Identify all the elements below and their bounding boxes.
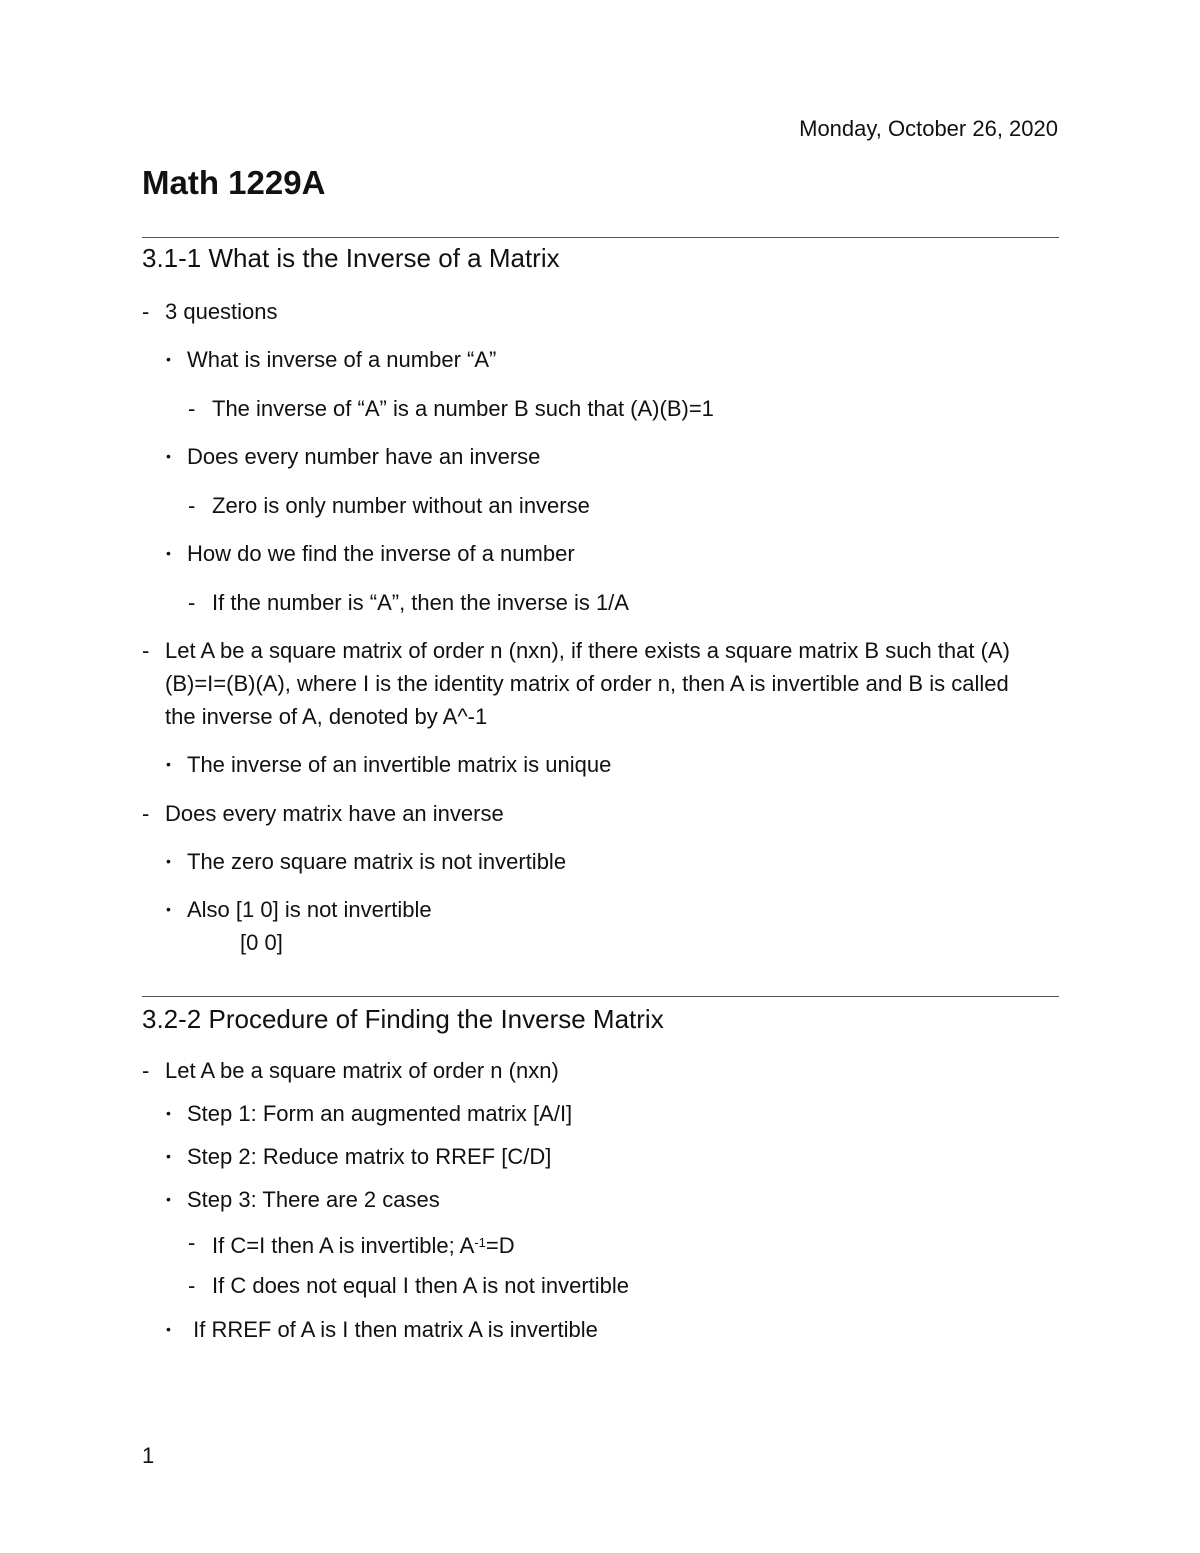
dash-marker: - (188, 590, 196, 615)
bullet-marker: • (166, 351, 171, 367)
section-heading: 3.2-2 Procedure of Finding the Inverse Matrix (142, 1004, 664, 1034)
list-item-text: Does every number have an inverse (187, 444, 541, 469)
list-item-text: The zero square matrix is not invertible (187, 849, 567, 874)
list-item-text: 3 questions (165, 299, 278, 324)
dash-marker: - (188, 1230, 196, 1255)
section-heading: 3.1-1 What is the Inverse of a Matrix (142, 243, 560, 273)
bullet-marker: • (166, 756, 171, 772)
page-number: 1 (142, 1443, 155, 1468)
dash-marker: - (142, 801, 150, 826)
date-header: Monday, October 26, 2020 (799, 116, 1058, 141)
list-item-text: Also [1 0] is not invertible (187, 897, 432, 922)
case1-text: If C=I then A is invertible; A (212, 1233, 475, 1258)
bullet-marker: • (166, 853, 171, 869)
dash-marker: - (188, 1273, 196, 1298)
case1-result: =D (485, 1233, 515, 1258)
matrix-row: [0 0] (240, 930, 283, 955)
bullet-marker: • (166, 1105, 171, 1121)
dash-marker: - (188, 493, 196, 518)
bullet-marker: • (166, 448, 171, 464)
list-item-text (212, 1226, 515, 1262)
dash-marker: - (142, 299, 150, 324)
list-item-text: Zero is only number without an inverse (212, 493, 590, 518)
list-item-text: Step 2: Reduce matrix to RREF [C/D] (187, 1144, 552, 1169)
definition-paragraph: Let A be a square matrix of order n (nxn), if there exists a square matrix B such that (A)(B)=I=(B)(A), where I is the identity matrix of order n, then A is invertible and B is called the inverse of A, denoted by A^-1 (165, 638, 1010, 729)
list-item-text: The inverse of an invertible matrix is unique (187, 752, 612, 777)
dash-marker: - (142, 638, 150, 663)
bullet-marker: • (166, 545, 171, 561)
bullet-marker: • (166, 1191, 171, 1207)
list-item-text: Let A be a square matrix of order n (nxn) (165, 1058, 559, 1083)
section-divider (142, 237, 1059, 238)
bullet-marker: • (166, 1321, 171, 1337)
dash-marker: - (188, 396, 196, 421)
list-item-text: What is inverse of a number “A” (187, 347, 497, 372)
inverse-exponent: -1 (474, 1235, 486, 1250)
list-item-text: If the number is “A”, then the inverse is 1/A (212, 590, 629, 615)
list-item-text: Step 1: Form an augmented matrix [A/I] (187, 1101, 573, 1126)
list-item-text: How do we find the inverse of a number (187, 541, 575, 566)
bullet-marker: • (166, 901, 171, 917)
section-divider (142, 996, 1059, 997)
list-item-text: If RREF of A is I then matrix A is invertible (187, 1317, 598, 1342)
list-item-text: Step 3: There are 2 cases (187, 1187, 440, 1212)
list-item-text: Does every matrix have an inverse (165, 801, 504, 826)
list-item-text: The inverse of “A” is a number B such that (A)(B)=1 (212, 396, 714, 421)
dash-marker: - (142, 1058, 150, 1083)
list-item-text: If C does not equal I then A is not invertible (212, 1273, 630, 1298)
page-title: Math 1229A (142, 164, 326, 201)
bullet-marker: • (166, 1148, 171, 1164)
